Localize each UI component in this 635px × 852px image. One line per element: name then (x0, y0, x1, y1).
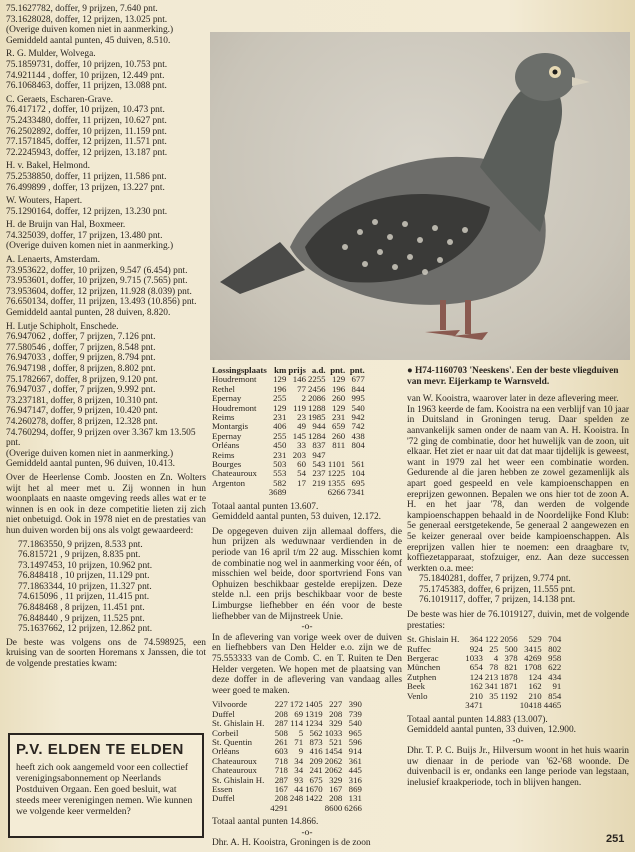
kooistra-list (407, 574, 629, 606)
breeder-name: H. Lutje Schipholt, Enschede. (6, 321, 119, 332)
table-cell: Venlo (407, 690, 428, 701)
result-line: 76.815721 , 9 prijzen, 8.835 pnt. (18, 550, 141, 561)
table-cell: 1033 (324, 727, 343, 738)
table-cell: 129 (273, 402, 287, 413)
table-cell: Orléans (212, 746, 240, 757)
table-cell: 1985 (307, 412, 326, 423)
table-cell: St. Ghislain H. (212, 774, 265, 785)
result-line: (Overige duiven komen niet in aanmerking.) (6, 448, 174, 459)
table-header: a.d. (311, 365, 326, 375)
average-points-3: Gemiddeld aantal punten, 33 duiven, 12.900. (407, 725, 576, 736)
table-cell: 93 (294, 774, 304, 785)
table-cell: Argenton (212, 477, 246, 488)
table-cell: 2062 (324, 755, 343, 766)
table-cell: 3471 (465, 700, 483, 711)
table-cell: 540 (348, 718, 362, 729)
table-header: Lossingsplaats (212, 365, 267, 375)
result-line: (Overige duiven komen niet in aanmerking.) (6, 241, 174, 252)
table-cell: 34 (294, 765, 304, 776)
table-cell: 529 (528, 634, 542, 645)
paragraph-kooistra-intro: Dhr. A. H. Kooistra, Groningen is de zoon (212, 838, 371, 849)
result-line: 75.1745383, doffer, 6 prijzen, 11.555 pnt. (419, 584, 576, 595)
table-cell: 390 (348, 699, 362, 710)
result-line: 76.1068463, doffer, 11 prijzen, 13.088 pnt. (6, 81, 167, 92)
table-cell: 287 (274, 718, 288, 729)
table-header: prijs (288, 365, 306, 375)
table-cell (500, 701, 520, 710)
table-cell: Houdremont (212, 374, 257, 385)
table-cell: 208 (329, 793, 343, 804)
table-cell: 35 (489, 690, 499, 701)
table-cell: 704 (548, 634, 562, 645)
table-cell: 361 (348, 755, 362, 766)
table-cell: 104 (351, 468, 365, 479)
table-cell: 543 (312, 459, 326, 470)
table-cell: 71 (294, 737, 304, 747)
table-cell: 34 (294, 755, 304, 766)
table-cell: 802 (548, 643, 562, 654)
table-cell: 739 (348, 708, 362, 719)
table-cell: 603 (274, 746, 288, 757)
paragraph-best-bird: De beste was hier de 76.1019127, duivin, met de volgende prestaties: (407, 610, 629, 631)
table-cell: Rethel (212, 383, 235, 394)
table-cell: 677 (351, 374, 365, 385)
result-line: Gemiddeld aantal punten, 96 duiven, 10.413. (6, 459, 175, 470)
table-cell: 23 (297, 412, 306, 423)
result-line: 73.1628028, doffer, 12 prijzen, 13.025 pnt. (6, 14, 168, 25)
table-cell: 341 (484, 681, 499, 692)
table-cell: 2062 (324, 765, 343, 776)
table-cell: 237 (312, 468, 326, 479)
table-cell: 77 (297, 383, 306, 394)
breeder-name: A. Lenaerts, Amsterdam. (6, 255, 100, 266)
paragraph-kooistra-cont: van W. Kooistra, waarover later in deze aflevering meer. (407, 394, 619, 405)
table-cell (212, 488, 269, 497)
table-cell: 869 (348, 784, 362, 795)
result-line: 75.1627782, doffer, 9 prijzen, 7.640 pnt. (6, 4, 158, 14)
table-cell: 172 (289, 699, 304, 710)
result-line: 76.499899 , doffer, 13 prijzen, 13.227 pnt. (6, 182, 165, 193)
table-cell: 162 (469, 681, 483, 692)
table-cell: 261 (274, 737, 288, 747)
result-line: 75.2433480, doffer, 11 prijzen, 10.627 pnt. (6, 115, 167, 126)
table-cell: 742 (351, 421, 365, 432)
table-cell: 1288 (307, 402, 326, 413)
table-cell: 9 (298, 746, 304, 757)
table-cell: Chateauroux (212, 468, 257, 479)
table-cell: 1225 (327, 468, 346, 479)
table-cell: Bergerac (407, 653, 439, 664)
bullet-icon: ● (407, 366, 413, 376)
result-line: 74.921144 , doffer, 10 prijzen, 12.449 pnt. (6, 70, 165, 81)
result-line: 75.1290164, doffer, 12 prijzen, 13.230 pnt. (6, 206, 168, 217)
result-line: 76.848440 , 9 prijzen, 11.525 pnt. (18, 613, 145, 624)
table-cell: 1284 (307, 430, 326, 441)
table-cell: Chateauroux (212, 755, 257, 766)
table-cell (288, 488, 308, 497)
total-points-3: Totaal aantal punten 14.883 (13.007). (407, 714, 548, 725)
table-cell: 540 (351, 402, 365, 413)
table-cell: 167 (274, 784, 288, 795)
result-line: 73.953604, doffer, 12 prijzen, 11.928 (8.039) pnt. (6, 286, 192, 297)
table-cell: 54 (297, 468, 306, 479)
table-cell: 1192 (500, 690, 518, 701)
table-cell: 718 (274, 765, 288, 776)
table-cell: 208 (274, 708, 288, 719)
table-cell: 854 (548, 690, 562, 701)
result-line: 73.1497453, 10 prijzen, 10.962 pnt. (18, 560, 153, 571)
table-cell: 2255 (307, 374, 326, 385)
table-cell: 44 (294, 784, 304, 795)
table-cell: Corbeil (212, 727, 239, 738)
left-column (6, 4, 206, 673)
separator-1: -o- (301, 622, 313, 633)
table-cell: 1101 (327, 459, 346, 470)
table-cell: 582 (273, 477, 287, 488)
results-table-2 (212, 700, 364, 813)
table-cell: Epernay (212, 393, 242, 404)
table-cell: 287 (274, 774, 288, 785)
result-line: 75.1840281, doffer, 7 prijzen, 9.774 pnt. (419, 574, 571, 585)
table-cell: 364 (469, 634, 483, 645)
table-cell: 553 (273, 468, 287, 479)
table-cell: 329 (329, 774, 343, 785)
table-cell: 873 (309, 737, 323, 747)
table-cell: Bourges (212, 459, 242, 470)
table-cell: 231 (331, 412, 346, 423)
table-cell: 562 (309, 727, 323, 738)
table-cell: 6266 (327, 487, 346, 498)
table-cell: 450 (273, 440, 287, 451)
table-cell: 965 (348, 727, 362, 738)
table-cell: 69 (294, 708, 304, 719)
table-cell: 124 (469, 671, 483, 682)
breeder-name: H. v. Bakel, Helmond. (6, 161, 91, 172)
table-cell: 561 (351, 459, 365, 470)
table-cell: 2086 (307, 393, 326, 404)
table-cell: 596 (348, 737, 362, 747)
table-cell: 213 (484, 671, 499, 682)
table-cell: 2056 (500, 634, 518, 645)
table-cell: Vilvoorde (212, 699, 248, 710)
total-points-1: Totaal aantal punten 13.607. (212, 501, 319, 512)
table-cell: 3415 (524, 643, 542, 654)
table-cell: 811 (332, 440, 346, 451)
result-line: 76.1019117, doffer, 7 prijzen, 14.138 pnt. (419, 595, 576, 606)
result-line: 76.947147, doffer, 9 prijzen, 10.420 pnt. (6, 406, 158, 417)
table-cell: 947 (312, 449, 326, 460)
table-cell (212, 804, 270, 813)
table-cell: 958 (548, 653, 562, 664)
table-cell (485, 701, 500, 710)
table-cell: 78 (489, 662, 499, 673)
table-cell: 227 (274, 699, 288, 710)
box-title: P.V. ELDEN TE ELDEN (16, 741, 184, 758)
result-line: 74.615096 , 11 prijzen, 11.415 pnt. (18, 592, 150, 603)
table-cell: 914 (348, 746, 362, 757)
table-cell: 227 (329, 699, 343, 710)
table-cell: 1234 (305, 718, 323, 729)
table-cell: 6266 (344, 802, 362, 813)
table-cell: 821 (504, 662, 518, 673)
breeder-name: R. G. Mulder, Wolvega. (6, 49, 96, 60)
table-cell: 1422 (305, 793, 323, 804)
result-line: 76.947062 , doffer, 7 prijzen, 7.126 pnt. (6, 332, 156, 343)
table-cell: 209 (309, 755, 323, 766)
result-line: 76.417172 , doffer, 10 prijzen, 10.473 pnt. (6, 105, 165, 116)
table-cell: 203 (292, 449, 306, 460)
table-cell: Montargis (212, 421, 249, 432)
table-cell: 208 (329, 708, 343, 719)
table-cell: 5 (298, 727, 304, 738)
table-cell: 17 (297, 477, 306, 488)
table-cell: 804 (351, 440, 365, 451)
table-cell: 208 (274, 793, 288, 804)
result-line: 77.1571845, doffer, 12 prijzen, 11.571 pnt. (6, 137, 167, 148)
pigeon-illustration (210, 32, 630, 360)
table-cell: 438 (351, 430, 365, 441)
table-header: km (274, 365, 287, 375)
table-cell (290, 804, 305, 813)
table-cell: 122 (484, 634, 499, 645)
result-line: 77.580546 , doffer, 7 prijzen, 8.548 pnt. (6, 342, 156, 353)
table-cell: Beek (407, 681, 426, 692)
result-line: 74.325039, doffer, 17 prijzen, 13.480 pnt. (6, 230, 163, 241)
paragraph-kooistra-history: In 1963 keerde de fam. Kooistra na een verblijf van 10 jaar in Duitsland in Groningen terug. Daar spelden ze aanvankelijk samen onder de naam van A. H. Kooistra. In '72 ging de combinatie, door het huwelijk van de zoon, uit elkaar. Het ziet er naar uit dat dat maar tijdelijk is geweest, want in 1979 zal het weer een combinatie worden. Gedurende al die jaren hebben ze zowel gezamenlijk als apart goed gespeeld en vele kampioenschappen en ereprijzen gewonnen. Bepalen we ons hier tot de zoon A. H. en het jaar '78, dan werden de volgende kampioenschappen behaald in de Noordelijke Fond Klub: 5e generaal eerstgetekende, 5e generaal 2 aangewezen en 5e keizer generaal over beide kampioenschappen. Als ereprijzen vallen hier te noemen: een draagbare tv, koffiezetapparaat, stofzuiger, enz. Aan deze successen werkten o.a. mee: (407, 404, 629, 574)
table-cell (407, 701, 465, 710)
table-cell: 3689 (268, 487, 287, 498)
result-line: 76.848468 , 8 prijzen, 11.451 pnt. (18, 603, 145, 614)
table-header: pnt. (349, 365, 365, 375)
table-cell: 1878 (500, 671, 518, 682)
table-cell: 119 (293, 402, 306, 413)
table-cell: 196 (331, 383, 346, 394)
table-row (212, 441, 367, 450)
table-cell: 622 (548, 662, 562, 673)
table-cell: Houdremont (212, 402, 257, 413)
table-cell: 167 (329, 784, 343, 795)
table-cell: 659 (331, 421, 346, 432)
table-cell: 241 (309, 765, 323, 776)
result-line: (Overige duiven komen niet in aanmerking.) (6, 25, 174, 36)
table-cell: 2456 (307, 383, 326, 394)
table-cell: 60 (297, 459, 306, 470)
table-cell: 837 (312, 440, 326, 451)
result-line: 73.237181, doffer, 8 prijzen, 10.310 pnt. (6, 395, 158, 406)
table-cell: 434 (548, 671, 562, 682)
result-line: 74.760294, doffer, 9 prijzen over 3.367 km 13.505 pnt. (6, 427, 196, 449)
table-cell: 503 (273, 459, 287, 470)
result-line: 75.1859731, doffer, 10 prijzen, 10.753 pnt. (6, 59, 168, 70)
breeder-name: H. de Bruijn van Hal, Boxmeer. (6, 220, 126, 231)
table-cell: 260 (331, 430, 346, 441)
right-column (407, 366, 629, 789)
article-paragraph: De beste was volgens ons de 74.598925, een kruising van de soorten Horemans x Janssen, die tot de volgende prestaties kwam: (6, 637, 206, 670)
table-cell: 91 (552, 681, 562, 692)
table-cell: 675 (309, 774, 323, 785)
paragraph-ophuizen: De opgegeven duiven zijn allemaal doffers, die hun prijzen als weduwnaar verdienden in de periode van 16 april t/m 22 aug. Misschien komt de combinatie nog wel in aanmerking voor één, of misschien wel beide, door sportvriend Fons van Ophuizen beschikbaar gestelde erepijzen. Deze stelde n.l. een prijs beschikbaar voor de beste Limburgse liefhebber en één voor de beste liefhebber van de Mijnstreek Unie. (212, 526, 402, 622)
table-cell: Duffel (212, 708, 235, 719)
table-cell: 378 (504, 653, 518, 664)
table-cell: 10418 (519, 700, 542, 711)
caption-text: H74-1160703 'Neeskens'. Een der beste vliegduiven van mevr. Eijerkamp te Warnsveld. (407, 366, 619, 387)
table-cell: 1355 (327, 477, 346, 488)
table-cell: Chateauroux (212, 765, 257, 776)
table-cell: 924 (469, 643, 483, 654)
table-cell: 255 (273, 430, 287, 441)
table-cell: Ruffec (407, 643, 431, 654)
table-cell: 718 (274, 755, 288, 766)
table-cell: 508 (274, 727, 288, 738)
separator-2: -o- (301, 827, 313, 838)
table-cell: 445 (348, 765, 362, 776)
announcement-box (8, 733, 204, 838)
table-cell: 124 (528, 671, 542, 682)
result-line: 76.947037 , doffer, 7 prijzen, 9.992 pnt. (6, 385, 156, 396)
table-cell: 131 (348, 793, 362, 804)
table-cell: 406 (273, 421, 287, 432)
table-cell: 49 (297, 421, 306, 432)
photo-caption (407, 366, 629, 387)
table-cell: St. Ghislain H. (407, 634, 460, 645)
table-cell: 995 (351, 393, 365, 404)
result-line: 75.1637662, 12 prijzen, 12.862 pnt. (18, 624, 153, 635)
table-cell: St. Quentin (212, 737, 253, 747)
table-cell: 944 (312, 421, 326, 432)
table-cell: 33 (297, 440, 306, 451)
table-cell: 654 (469, 662, 483, 673)
table-cell: Reims (212, 412, 235, 423)
table-cell: 4 (493, 653, 499, 664)
result-line: 75.1782667, doffer, 8 prijzen, 9.120 pnt. (6, 374, 158, 385)
table-cell: 219 (312, 477, 326, 488)
table-cell: 231 (273, 449, 287, 460)
table-cell: 1405 (305, 699, 323, 710)
table-cell: 1454 (324, 746, 343, 757)
table-cell (305, 804, 325, 813)
table-cell: 1670 (305, 784, 323, 795)
pigeon-photo (210, 32, 630, 360)
table-cell: 1033 (465, 653, 483, 664)
table-cell: 162 (528, 681, 542, 692)
table-cell: Essen (212, 784, 233, 795)
result-line: 73.953622, doffer, 10 prijzen, 9.547 (6.454) pnt. (6, 265, 188, 276)
table-cell: St. Ghislain H. (212, 718, 265, 729)
results-table-1 (212, 366, 367, 498)
table-cell: 8600 (324, 802, 343, 813)
result-line: 74.260278, doffer, 8 prijzen, 12.328 pnt. (6, 416, 158, 427)
table-cell: 129 (331, 374, 346, 385)
table-cell: 416 (309, 746, 323, 757)
result-line: 77.1863550, 9 prijzen, 8.533 pnt. (18, 539, 143, 550)
result-line: 76.650134, doffer, 11 prijzen, 13.493 (10.856) pnt. (6, 297, 197, 308)
table-cell: 329 (329, 718, 343, 729)
table-cell: 4269 (524, 653, 542, 664)
table-cell: 114 (290, 718, 304, 729)
table-cell: Duffel (212, 793, 235, 804)
result-line: 76.848418 , 10 prijzen, 11.129 pnt. (18, 571, 150, 582)
result-line: 76.947198 , doffer, 8 prijzen, 8.802 pnt. (6, 364, 156, 374)
result-line: 73.953601, doffer, 10 prijzen, 9.715 (7.565) pnt. (6, 276, 188, 287)
table-cell: 7341 (347, 487, 365, 498)
result-line: 77.1863344, 10 prijzen, 11.327 pnt. (18, 581, 152, 592)
total-points-2: Totaal aantal punten 14.866. (212, 817, 319, 828)
table-cell: 231 (273, 412, 287, 423)
table-cell: 255 (273, 393, 287, 404)
result-line: Gemiddeld aantal punten, 28 duiven, 8.820. (6, 308, 171, 319)
table-cell: 500 (504, 643, 518, 654)
table-cell: 129 (331, 402, 346, 413)
table-cell: Zutphen (407, 671, 437, 682)
table-cell: 129 (273, 374, 287, 385)
table-cell: 521 (329, 737, 343, 747)
result-line: 72.2245943, doffer, 12 prijzen, 13.187 pnt. (6, 147, 168, 158)
page-number: 251 (606, 833, 625, 845)
breeder-name: C. Geraets, Escharen-Grave. (6, 94, 113, 105)
table-row (212, 804, 364, 813)
table-row (407, 701, 563, 710)
breeder-name: W. Wouters, Hapert. (6, 196, 83, 207)
table-cell: 4291 (270, 802, 288, 813)
result-line: 75.2538850, doffer, 11 prijzen, 11.586 pnt. (6, 171, 167, 182)
table-cell: 1708 (524, 662, 542, 673)
table-cell: 248 (289, 793, 304, 804)
table-cell: 942 (351, 412, 365, 423)
table-cell: 146 (292, 374, 306, 385)
middle-column (212, 366, 402, 849)
average-points-1: Gemiddeld aantal punten, 53 duiven, 12.172. (212, 512, 381, 523)
paragraph-den-helder: In de aflevering van vorige week over de duiven en liefhebbers van Den Helder e.o. zijn we de 75.553333 van de Comb. C. en T. Ruiten te Den Helder vergeten. We hopen met de plaatsing van deze doffer in de aflevering van vandaag alles weer goed te maken. (212, 632, 402, 696)
table-cell: Epernay (212, 430, 242, 441)
separator-3: -o- (512, 735, 524, 746)
table-header: pnt. (330, 365, 346, 375)
result-line: Gemiddeld aantal punten, 45 duiven, 8.510. (6, 35, 171, 46)
results-table-3 (407, 635, 563, 710)
table-cell: München (407, 662, 441, 673)
table-row (212, 488, 367, 497)
table-cell: 260 (331, 393, 346, 404)
box-text: heeft zich ook aangemeld voor een collectief verenigingsabonnement op Neerlands Postduiven Orgaan. Een goed besluit, wat steeds meer verenigingen nemen. Wie kunnen we volgende keer vermelden? (16, 762, 193, 817)
result-line: 76.947033 , doffer, 9 prijzen, 8.794 pnt. (6, 353, 156, 364)
table-cell: 210 (469, 690, 483, 701)
table-cell: 4465 (543, 700, 562, 711)
paragraph-buijs: Dhr. T. P. C. Buijs Jr., Hilversum woont in het huis waarin uw dienaar in de periode van '62-'68 woonde. De duivenbacil is er, ondanks een lange periode van legstaan, inelusief kraakperiode, toch in blijven hangen. (407, 746, 629, 789)
table-cell: 1319 (305, 708, 323, 719)
table-cell: 695 (351, 477, 365, 488)
table-cell: Reims (212, 449, 235, 460)
article-paragraph: Over de Heerlense Comb. Joosten en Zn. Wolters wijt het al meer met u. Zij wonnen in hun woonplaats en naaste omgeving reeds alles wat er te winnen is en ook in deze competitie lieten zij zich niet onbetuigd. Ook in 1978 niet en de prestaties van hun duiven worden bij ons als volgt gewaardeerd: (6, 472, 206, 536)
result-line: 76.2502892, doffer, 10 prijzen, 11.159 pnt. (6, 126, 167, 137)
table-cell: 145 (292, 430, 306, 441)
table-cell: 210 (528, 690, 542, 701)
table-cell: 2 (301, 393, 306, 404)
table-cell: Orléans (212, 440, 240, 451)
table-cell: 1871 (500, 681, 518, 692)
table-cell: 25 (489, 643, 499, 654)
table-cell: 196 (273, 383, 287, 394)
table-cell: 316 (348, 774, 362, 785)
table-cell: 844 (351, 383, 365, 394)
table-cell (308, 488, 328, 497)
